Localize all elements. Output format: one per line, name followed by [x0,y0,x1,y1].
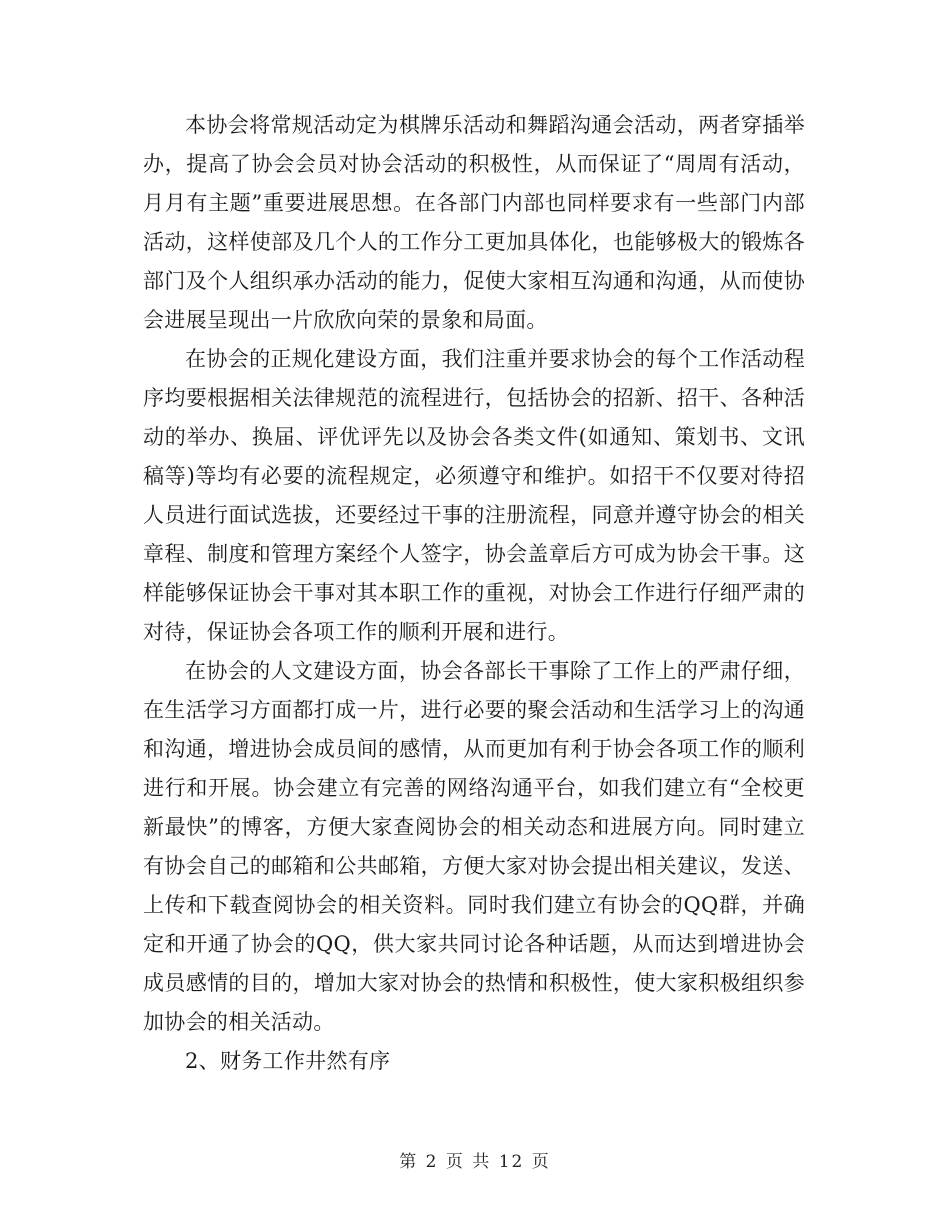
paragraph-standardization: 在协会的正规化建设方面，我们注重并要求协会的每个工作活动程序均要根据相关法律规范的流程进行，包括协会的招新、招干、各种活动的举办、换届、评优评先以及协会各类文件(如通知、策划书、文讯稿等)等均有必要的流程规定，必须遵守和维护。如招干不仅要对待招人员进行面试选拔，还要经过干事的注册流程，同意并遵守协会的相关章程、制度和管理方案经个人签字，协会盖章后方可成为协会干事。这样能够保证协会干事对其本职工作的重视，对协会工作进行仔细严肃的对待，保证协会各项工作的顺利开展和进行。 [143,347,805,644]
paragraph-regular-activities: 本协会将常规活动定为棋牌乐活动和舞蹈沟通会活动，两者穿插举办，提高了协会会员对协会活动的积极性，从而保证了“周周有活动，月月有主题”重要进展思想。在各部门内部也同样要求有一些部门内部活动，这样使部及几个人的工作分工更加具体化，也能够极大的锻炼各部门及个人组织承办活动的能力，促使大家相互沟通和沟通，从而使协会进展呈现出一片欣欣向荣的景象和局面。 [143,113,805,332]
section-heading-finance: 2、财务工作井然有序 [185,1049,391,1073]
paragraph-culture-building: 在协会的人文建设方面，协会各部长干事除了工作上的严肃仔细，在生活学习方面都打成一片，进行必要的聚会活动和生活学习上的沟通和沟通，增进协会成员间的感情，从而更加有利于协会各项工作的顺利进行和开展。协会建立有完善的网络沟通平台，如我们建立有“全校更新最快”的博客，方便大家查阅协会的相关动态和进展方向。同时建立有协会自己的邮箱和公共邮箱，方便大家对协会提出相关建议，发送、上传和下载查阅协会的相关资料。同时我们建立有协会的QQ群，并确定和开通了协会的QQ，供大家共同讨论各种话题，从而达到增进协会成员感情的目的，增加大家对协会的热情和积极性，使大家积极组织参加协会的相关活动。 [143,659,805,1034]
page-number-footer: 第 2 页 共 12 页 [399,1152,551,1172]
document-body [143,106,805,1081]
